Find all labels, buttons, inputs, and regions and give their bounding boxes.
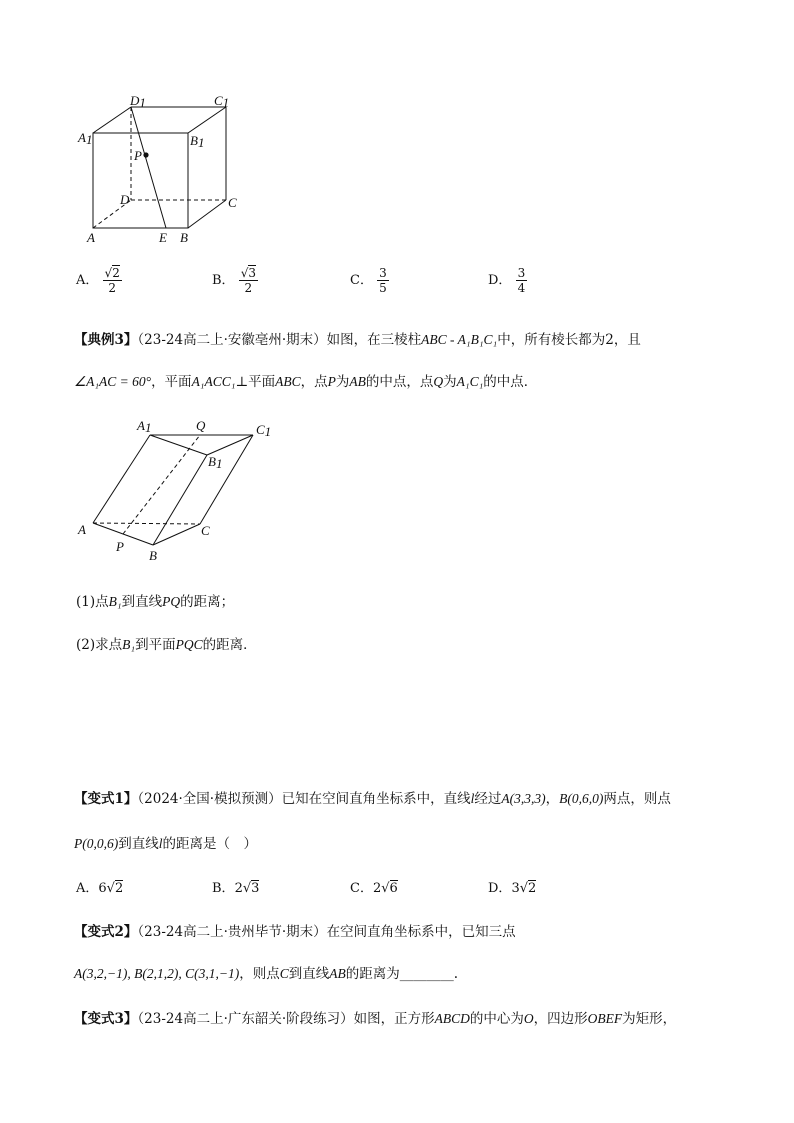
variant1-option-d[interactable]: D．3√2 bbox=[488, 881, 537, 896]
answer-blank[interactable]: ________ bbox=[399, 966, 454, 982]
label-d: D bbox=[120, 192, 130, 207]
label-c: C bbox=[201, 523, 210, 538]
label-e: E bbox=[159, 230, 167, 245]
q1-option-a[interactable]: A． $\frac{√2}{2}$ bbox=[76, 266, 120, 295]
variant1-option-c[interactable]: C．2√6 bbox=[350, 881, 398, 896]
label-b1: B1 bbox=[208, 454, 223, 471]
sub-question-2: (2)求点B₁到平面PQC的距离． bbox=[76, 637, 257, 653]
label-a1: A1 bbox=[137, 418, 152, 435]
cube-figure bbox=[70, 90, 250, 250]
point-p bbox=[143, 152, 148, 157]
label-d1: D1 bbox=[130, 93, 146, 110]
label-c1: C1 bbox=[256, 422, 272, 439]
label-p: P bbox=[134, 148, 142, 163]
label-p: P bbox=[116, 539, 124, 554]
variant3-line1: 【变式3】（23-24高二上·广东韶关·阶段练习）如图，正方形ABCD的中心为O，四边形OBEF为矩形， bbox=[74, 1011, 677, 1027]
label-b: B bbox=[180, 230, 188, 245]
variant2-line1: 【变式2】（23-24高二上·贵州毕节·期末）在空间直角坐标系中，已知三点 bbox=[74, 924, 516, 940]
prism-figure bbox=[70, 410, 290, 570]
label-c: C bbox=[228, 195, 237, 210]
q1-option-c[interactable]: C． $\frac{3}{5}$ bbox=[350, 266, 387, 295]
variant1-option-a[interactable]: A．6√2 bbox=[76, 881, 124, 896]
example3-line1: 【典例3】（23-24高二上·安徽亳州·期末）如图，在三棱柱ABC - A₁B₁C₁中，所有棱长都为2，且 bbox=[74, 332, 641, 348]
label-b: B bbox=[149, 548, 157, 563]
label-a: A bbox=[78, 522, 86, 537]
q1-option-b[interactable]: B． $\frac{√3}{2}$ bbox=[212, 266, 256, 295]
variant1-line2: P(0,0,6)到直线l的距离是（ ） bbox=[74, 836, 258, 852]
variant1-option-b[interactable]: B．2√3 bbox=[212, 881, 260, 896]
variant2-line2: A(3,2,−1), B(2,1,2), C(3,1,−1)，则点C到直线AB的距离为________. bbox=[74, 966, 459, 982]
label-a1: A1 bbox=[78, 130, 93, 147]
label-c1: C1 bbox=[214, 93, 230, 110]
example3-line2: ∠A₁AC = 60°，平面A₁ACC₁⊥平面ABC，点P为AB的中点，点Q为A₁C₁的中点． bbox=[74, 374, 538, 390]
q1-option-d[interactable]: D． $\frac{3}{4}$ bbox=[488, 266, 526, 295]
label-q: Q bbox=[196, 418, 206, 433]
label-b1: B1 bbox=[190, 133, 205, 150]
variant1-line1: 【变式1】（2024·全国·模拟预测）已知在空间直角坐标系中，直线l经过A(3,3,3)，B(0,6,0)两点，则点 bbox=[74, 791, 671, 807]
label-a: A bbox=[87, 230, 95, 245]
sub-question-1: (1)点B₁到直线PQ的距离； bbox=[76, 594, 235, 610]
